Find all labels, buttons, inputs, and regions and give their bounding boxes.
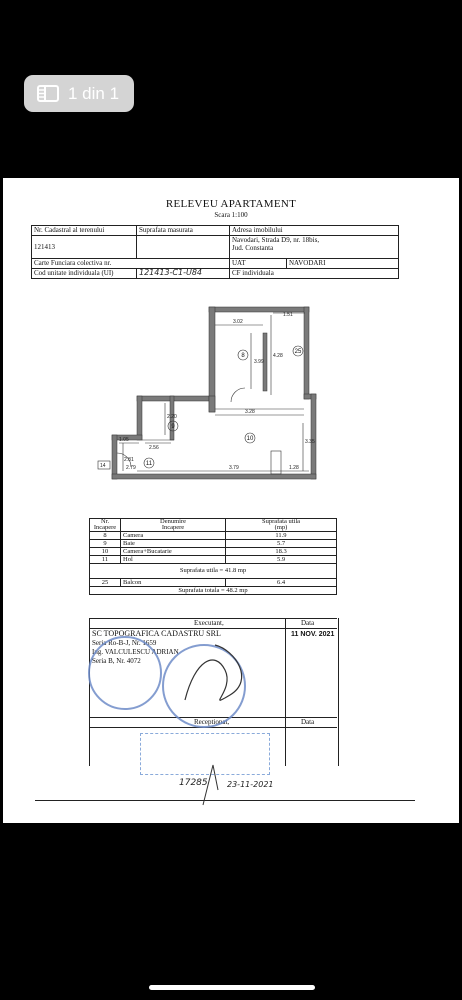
room-name: Camera+Bucatarie (121, 548, 226, 556)
engineer-series: Seria B, Nr. 4072 (92, 657, 141, 665)
dim-label: 2.81 (124, 457, 134, 463)
room-nr: 11 (90, 556, 121, 564)
cadastral-table (31, 225, 399, 279)
balcony-nr: 25 (90, 579, 121, 587)
balcony-area: 6.4 (226, 579, 337, 587)
kitchen-unit (271, 451, 281, 474)
cf-individuala: CF individuala (230, 269, 399, 279)
header-nr-line1: Nr. (100, 518, 110, 525)
header-nr-line2: Incapere (93, 524, 117, 531)
header-name-line1: Denumire (160, 518, 186, 525)
dim-label: 3.99 (254, 359, 264, 365)
divider (285, 618, 286, 766)
cod-ui-value: 121413-C1-U84 (137, 269, 230, 279)
signature-scribble (175, 640, 245, 720)
room-number: 25 (294, 349, 302, 355)
header-area-line2: (mp) (274, 524, 288, 531)
usable-total: Suprafata utila = 41.8 mp (90, 564, 337, 579)
wall (112, 474, 316, 479)
table-row (90, 548, 337, 556)
wall (137, 396, 142, 440)
wall (311, 394, 316, 479)
wall (209, 307, 309, 312)
wall (112, 435, 117, 479)
round-stamp-left (88, 636, 162, 710)
header-cadastral: Nr. Cadastral al terenului (32, 226, 137, 236)
header-nr (90, 519, 121, 532)
table-row (90, 540, 337, 548)
address-cell (230, 236, 399, 259)
page-counter: 1 din 1 (68, 83, 120, 103)
room-number: 8 (241, 353, 245, 359)
dim-label: 4.28 (273, 353, 283, 359)
header-name-line2: Incapere (161, 524, 185, 531)
date-stamp: 11 NOV. 2021 (291, 631, 335, 638)
room-nr: 8 (90, 532, 121, 540)
dim-label: 3.28 (245, 409, 255, 415)
balcony-name: Balcon (121, 579, 226, 587)
marker-label: 14 (100, 463, 106, 469)
scanner-watermark: Scanat cu CamScanner (345, 803, 451, 814)
room-area: 18.3 (226, 548, 337, 556)
room-area: 5.9 (226, 556, 337, 564)
scanned-document (3, 178, 459, 823)
receptionat-label: Receptionat, (194, 718, 230, 726)
divider (89, 727, 337, 728)
room-number: 10 (246, 436, 254, 442)
dim-label: 1.28 (289, 465, 299, 471)
dim-label: 3.79 (229, 465, 239, 471)
uat-label: UAT (230, 259, 287, 269)
dim-label: 3.35 (305, 439, 315, 445)
address-line-1: Navodari, Strada D9, nr. 18bis, (232, 236, 320, 244)
room-area: 11.9 (226, 532, 337, 540)
room-number: 9 (171, 424, 175, 430)
company-name: SC TOPOGRAFICA CADASTRU SRL (92, 629, 221, 638)
room-name: Camera (121, 532, 226, 540)
grand-total: Suprafata totala = 48.2 mp (90, 587, 337, 595)
carte-funciara: Carte Funciara colectiva nr. (32, 259, 230, 269)
document-title: RELEVEU APARTAMENT (165, 198, 297, 210)
header-name (121, 519, 226, 532)
company-series: Seria Ro-B-J, Nr. 1659 (92, 639, 157, 647)
header-address: Adresa imobilului (230, 226, 399, 236)
table-row (90, 579, 337, 587)
header-area (226, 519, 337, 532)
reception-signature (198, 760, 228, 810)
dim-label: 2.79 (126, 465, 136, 471)
document-scale: Scara 1:100 (214, 211, 248, 219)
executant-label: Executant, (194, 619, 224, 627)
registration-date: 23-11-2021 (227, 780, 274, 789)
cadastral-number: 121413 (32, 236, 137, 259)
room-area: 5.7 (226, 540, 337, 548)
rooms-table (89, 518, 337, 595)
dim-label: 1.51 (283, 312, 293, 318)
home-indicator[interactable] (149, 985, 315, 990)
page-indicator[interactable] (24, 75, 134, 112)
table-row (90, 532, 337, 540)
header-surface: Suprafata masurata (137, 226, 230, 236)
header-area-line1: Suprafata utila (261, 518, 301, 525)
room-name: Hol (121, 556, 226, 564)
dim-label: 3.02 (233, 319, 243, 325)
floor-plan (93, 303, 323, 488)
engineer-name: Ing. VALCULESCU ADRIAN (92, 648, 179, 656)
address-line-2: Jud. Constanta (232, 244, 274, 252)
date-label-2: Data (301, 718, 315, 726)
room-nr: 9 (90, 540, 121, 548)
document-icon (37, 85, 59, 102)
wall (304, 307, 309, 399)
room-name: Baie (121, 540, 226, 548)
dim-label: 1.05 (119, 437, 129, 443)
room-number: 11 (145, 461, 153, 467)
surface-cell (137, 236, 230, 259)
dim-label: 2.56 (149, 445, 159, 451)
table-row (90, 556, 337, 564)
room-nr: 10 (90, 548, 121, 556)
uat-value: NAVODARI (287, 259, 399, 269)
cod-ui-label: Cod unitate individuala (UI) (32, 269, 137, 279)
door-swing (231, 388, 245, 402)
dim-label: 2.20 (167, 414, 177, 420)
wall (209, 396, 215, 412)
date-label: Data (301, 619, 315, 627)
registration-number: 17285 (179, 778, 208, 788)
